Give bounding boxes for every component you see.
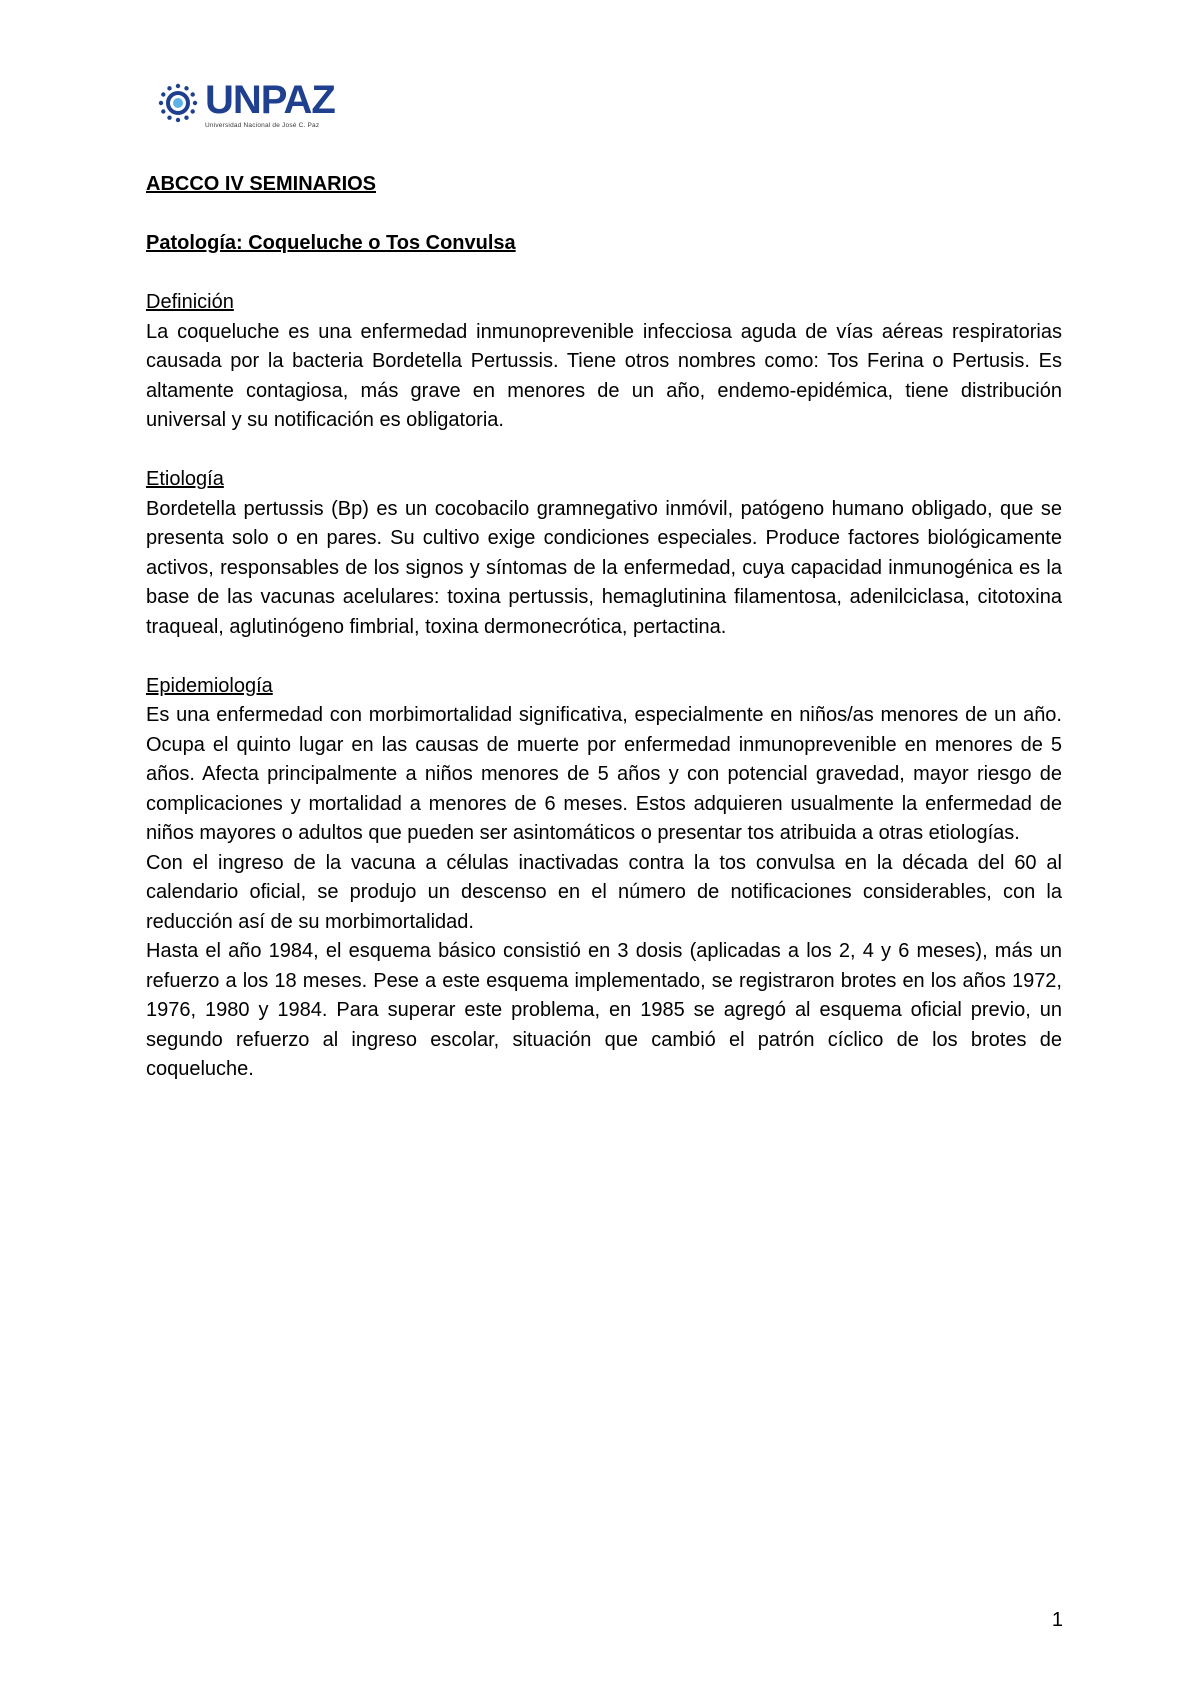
- section-title: Definición: [146, 291, 234, 313]
- paragraph: Bordetella pertussis (Bp) es un cocobacilo gramnegativo inmóvil, patógeno humano obligado, que se presenta solo o en pares. Su cultivo exige condiciones especiales. Produce factores biológicamente activos, responsables de los signos y síntomas de la enfermedad, cuya capacidad inmunogénica es la base de las vacunas acelulares: toxina pertussis, hemaglutinina filamentosa, adenilciclasa, citotoxina traqueal, aglutinógeno fimbrial, toxina dermonecrótica, pertactina.: [146, 497, 1062, 638]
- logo-wordmark: UNPAZ: [205, 78, 335, 122]
- paragraph: Hasta el año 1984, el esquema básico consistió en 3 dosis (aplicadas a los 2, 4 y 6 meses), más un refuerzo a los 18 meses. Pese a este esquema implementado, se registraron brotes en los años 1972, 1976, 1980 y 1984. Para superar este problema, en 1985 se agregó al esquema oficial previo, un segundo refuerzo al ingreso escolar, situación que cambió el patrón cíclico de los brotes de coqueluche.: [146, 940, 1062, 1080]
- course-title: ABCCO IV SEMINARIOS: [146, 173, 377, 195]
- document-body: [146, 170, 1062, 1085]
- logo-subtitle: Universidad Nacional de José C. Paz: [205, 122, 320, 129]
- paragraph: Con el ingreso de la vacuna a células inactivadas contra la tos convulsa en la década del 60 al calendario oficial, se produjo un descenso en el número de notificaciones considerables, con la reducción así de su morbimortalidad.: [146, 851, 1062, 933]
- section-title: Etiología: [146, 468, 224, 490]
- paragraph: La coqueluche es una enfermedad inmunoprevenible infecciosa aguda de vías aéreas respiratorias causada por la bacteria Bordetella Pertussis. Tiene otros nombres como: Tos Ferina o Pertusis. Es altamente contagiosa, más grave en menores de un año, endemo-epidémica, tiene distribución universal y su notificación es obligatoria.: [146, 320, 1062, 431]
- paragraph: Es una enfermedad con morbimortalidad significativa, especialmente en niños/as menores de un año. Ocupa el quinto lugar en las causas de muerte por enfermedad inmunoprevenible en menores de 5 años. Afecta principalmente a niños menores de 5 años y con potencial gravedad, mayor riesgo de complicaciones y mortalidad a menores de 6 meses. Estos adquieren usualmente la enfermedad de niños mayores o adultos que pueden ser asintomáticos o presentar tos atribuida a otras etiologías.: [146, 704, 1062, 844]
- page-number: 1: [1051, 1609, 1063, 1631]
- section-etiologia: [146, 465, 1062, 642]
- sun-emblem-icon: [155, 80, 201, 126]
- section-definicion: [146, 288, 1062, 436]
- section-title: Epidemiología: [146, 674, 273, 697]
- pathology-title: Patología: Coqueluche o Tos Convulsa: [146, 232, 516, 254]
- unpaz-logo: [155, 80, 355, 132]
- section-epidemiologia: [146, 672, 1062, 1085]
